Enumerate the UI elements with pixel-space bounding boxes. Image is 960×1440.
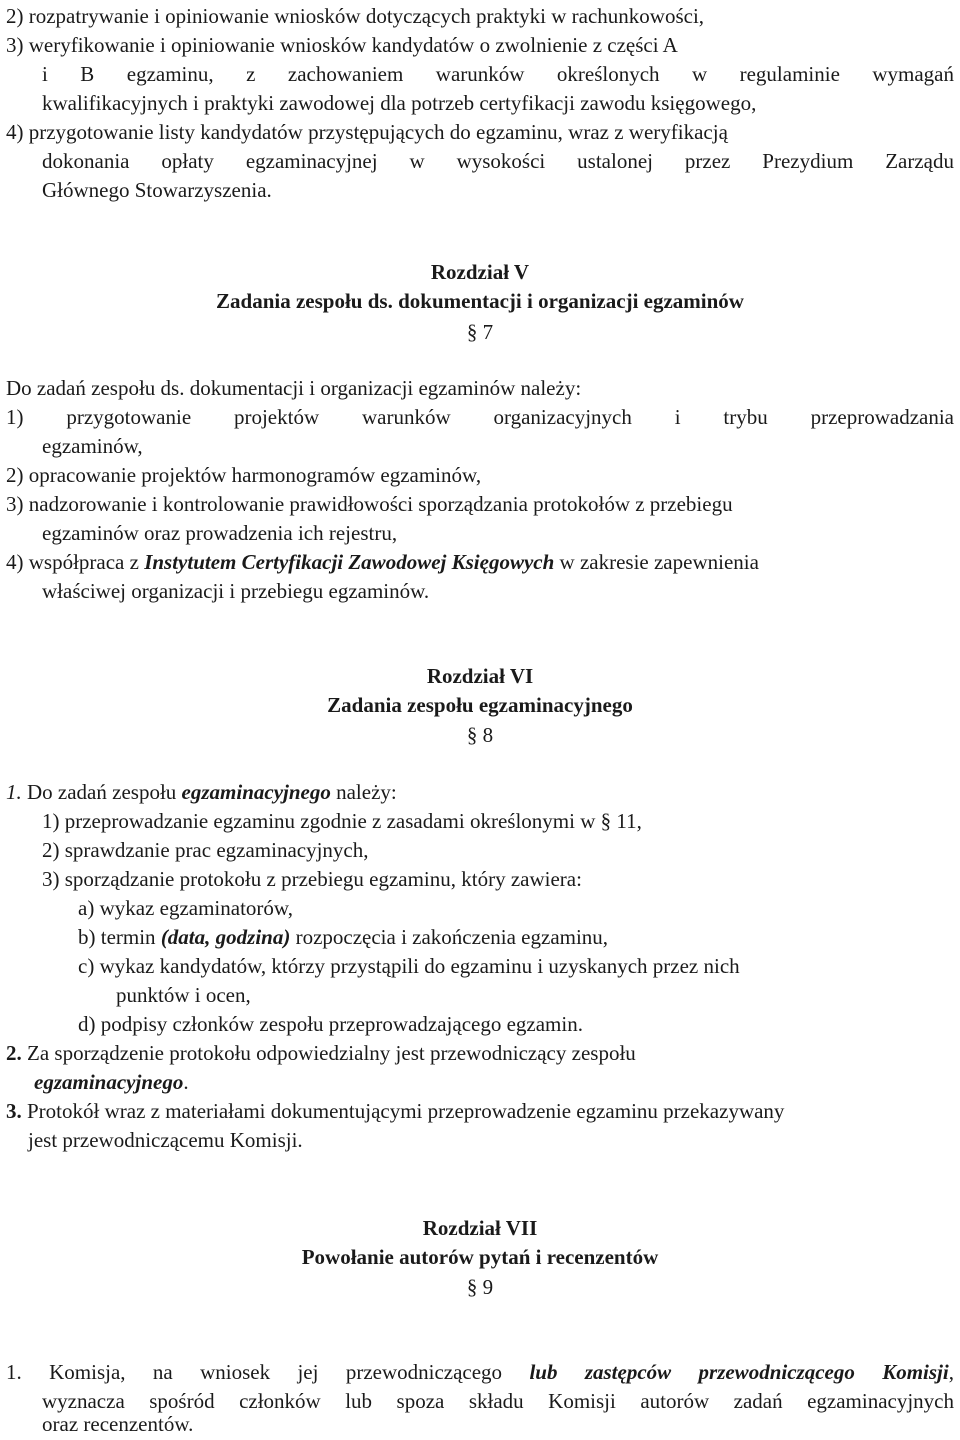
ch7-para-1-pre: Komisja, na wniosek jej przewodniczącego	[21, 1360, 530, 1384]
para-number: 3.	[6, 1099, 22, 1123]
section-number: 7	[482, 320, 494, 344]
ch6-para-1-post: należy:	[330, 780, 397, 804]
ch5-item-4	[6, 548, 759, 577]
ch7-para-1-cont1: wyznacza spośród członków lub spoza składu Komisji autorów zadań egzaminacyjnych	[42, 1389, 954, 1413]
ch6-item-1: 1) przeprowadzanie egzaminu zgodnie z zasadami określonymi w § 11,	[42, 809, 642, 833]
item-4-candidate-list-cont2: Głównego Stowarzyszenia.	[42, 178, 272, 202]
ch6-item-3-b-emph: (data, godzina)	[160, 925, 291, 949]
ch6-item-3-d: d) podpisy członków zespołu przeprowadzającego egzamin.	[78, 1012, 583, 1036]
section-7-marker	[0, 318, 960, 347]
ch6-para-2-end: .	[183, 1070, 189, 1094]
ch6-para-1	[6, 778, 397, 807]
para-number: 2.	[6, 1041, 22, 1065]
ch5-item-4-pre: 4) współpraca z	[6, 550, 145, 574]
chapter-5-title: Zadania zespołu ds. dokumentacji i organizacji egzaminów	[216, 289, 744, 313]
ch6-para-3	[6, 1097, 784, 1126]
ch6-item-3-c-cont: punktów i ocen,	[116, 983, 251, 1007]
section-9-marker	[0, 1273, 960, 1302]
ch7-para-1-emph: lub zastępców przewodniczącego Komisji	[529, 1360, 949, 1384]
ch5-item-1: 1) przygotowanie projektów warunków organizacyjnych i trybu przeprowadzania	[6, 405, 954, 429]
ch6-item-3-b	[78, 923, 608, 952]
ch5-item-1-cont: egzaminów,	[42, 434, 143, 458]
ch6-item-3-b-post: rozpoczęcia i zakończenia egzaminu,	[290, 925, 609, 949]
ch6-para-2-cont	[34, 1068, 189, 1097]
ch7-para-1	[6, 1358, 954, 1387]
ch6-para-1-emph: egzaminacyjnego	[181, 780, 331, 804]
chapter-6-heading: Rozdział VI	[426, 664, 534, 688]
ch6-para-1-pre: Do zadań zespołu	[21, 780, 182, 804]
ch6-item-2: 2) sprawdzanie prac egzaminacyjnych,	[42, 838, 369, 862]
institute-name: Instytutem Certyfikacji Zawodowej Księgowych	[144, 550, 555, 574]
ch6-item-3: 3) sporządzanie protokołu z przebiegu egzaminu, który zawiera:	[42, 867, 582, 891]
item-3-verification-cont1: i B egzaminu, z zachowaniem warunków określonych w regulaminie wymagań	[42, 62, 954, 86]
item-4-candidate-list: 4) przygotowanie listy kandydatów przystępujących do egzaminu, wraz z weryfikacją	[6, 120, 728, 144]
section-number: 8	[482, 723, 494, 747]
ch6-item-3-c: c) wykaz kandydatów, którzy przystąpili do egzaminu i uzyskanych przez nich	[78, 954, 740, 978]
item-3-verification-cont2: kwalifikacyjnych i praktyki zawodowej dla potrzeb certyfikacji zawodu księgowego,	[42, 91, 757, 115]
ch7-para-1-post: ,	[948, 1360, 954, 1384]
item-4-candidate-list-cont1: dokonania opłaty egzaminacyjnej w wysokości ustalonej przez Prezydium Zarządu	[42, 149, 954, 173]
ch6-item-3-b-pre: b) termin	[78, 925, 161, 949]
section-sign: §	[466, 320, 478, 344]
chapter-5-intro: Do zadań zespołu ds. dokumentacji i organizacji egzaminów należy:	[6, 376, 582, 400]
section-8-marker	[0, 721, 960, 750]
ch7-para-1-cont2: oraz recenzentów.	[42, 1412, 194, 1436]
chapter-6-title: Zadania zespołu egzaminacyjnego	[327, 693, 633, 717]
ch6-para-3-text: Protokół wraz z materiałami dokumentującymi przeprowadzenie egzaminu przekazywany	[21, 1099, 785, 1123]
ch5-item-3-cont: egzaminów oraz prowadzenia ich rejestru,	[42, 521, 398, 545]
ch6-para-2-text: Za sporządzenie protokołu odpowiedzialny jest przewodniczący zespołu	[21, 1041, 636, 1065]
ch5-item-4-cont: właściwej organizacji i przebiegu egzaminów.	[42, 579, 430, 603]
ch6-para-3-cont: jest przewodniczącemu Komisji.	[28, 1128, 303, 1152]
ch6-para-2-emph: egzaminacyjnego	[34, 1070, 184, 1094]
ch6-item-3-a: a) wykaz egzaminatorów,	[78, 896, 293, 920]
chapter-7-heading: Rozdział VII	[422, 1216, 538, 1240]
section-sign: §	[466, 723, 478, 747]
section-sign: §	[466, 1275, 478, 1299]
item-2-practice: 2) rozpatrywanie i opiniowanie wniosków dotyczących praktyki w rachunkowości,	[6, 4, 705, 28]
ch5-item-4-post: w zakresie zapewnienia	[554, 550, 759, 574]
para-number: 1.	[6, 1360, 22, 1384]
ch5-item-3: 3) nadzorowanie i kontrolowanie prawidłowości sporządzania protokołów z przebiegu	[6, 492, 733, 516]
chapter-7-title: Powołanie autorów pytań i recenzentów	[301, 1245, 659, 1269]
section-number: 9	[482, 1275, 494, 1299]
item-3-verification: 3) weryfikowanie i opiniowanie wniosków kandydatów o zwolnienie z części A	[6, 33, 678, 57]
ch5-item-2: 2) opracowanie projektów harmonogramów egzaminów,	[6, 463, 482, 487]
ch6-para-2	[6, 1039, 636, 1068]
chapter-5-heading: Rozdział V	[430, 260, 530, 284]
para-number: 1.	[6, 780, 22, 804]
